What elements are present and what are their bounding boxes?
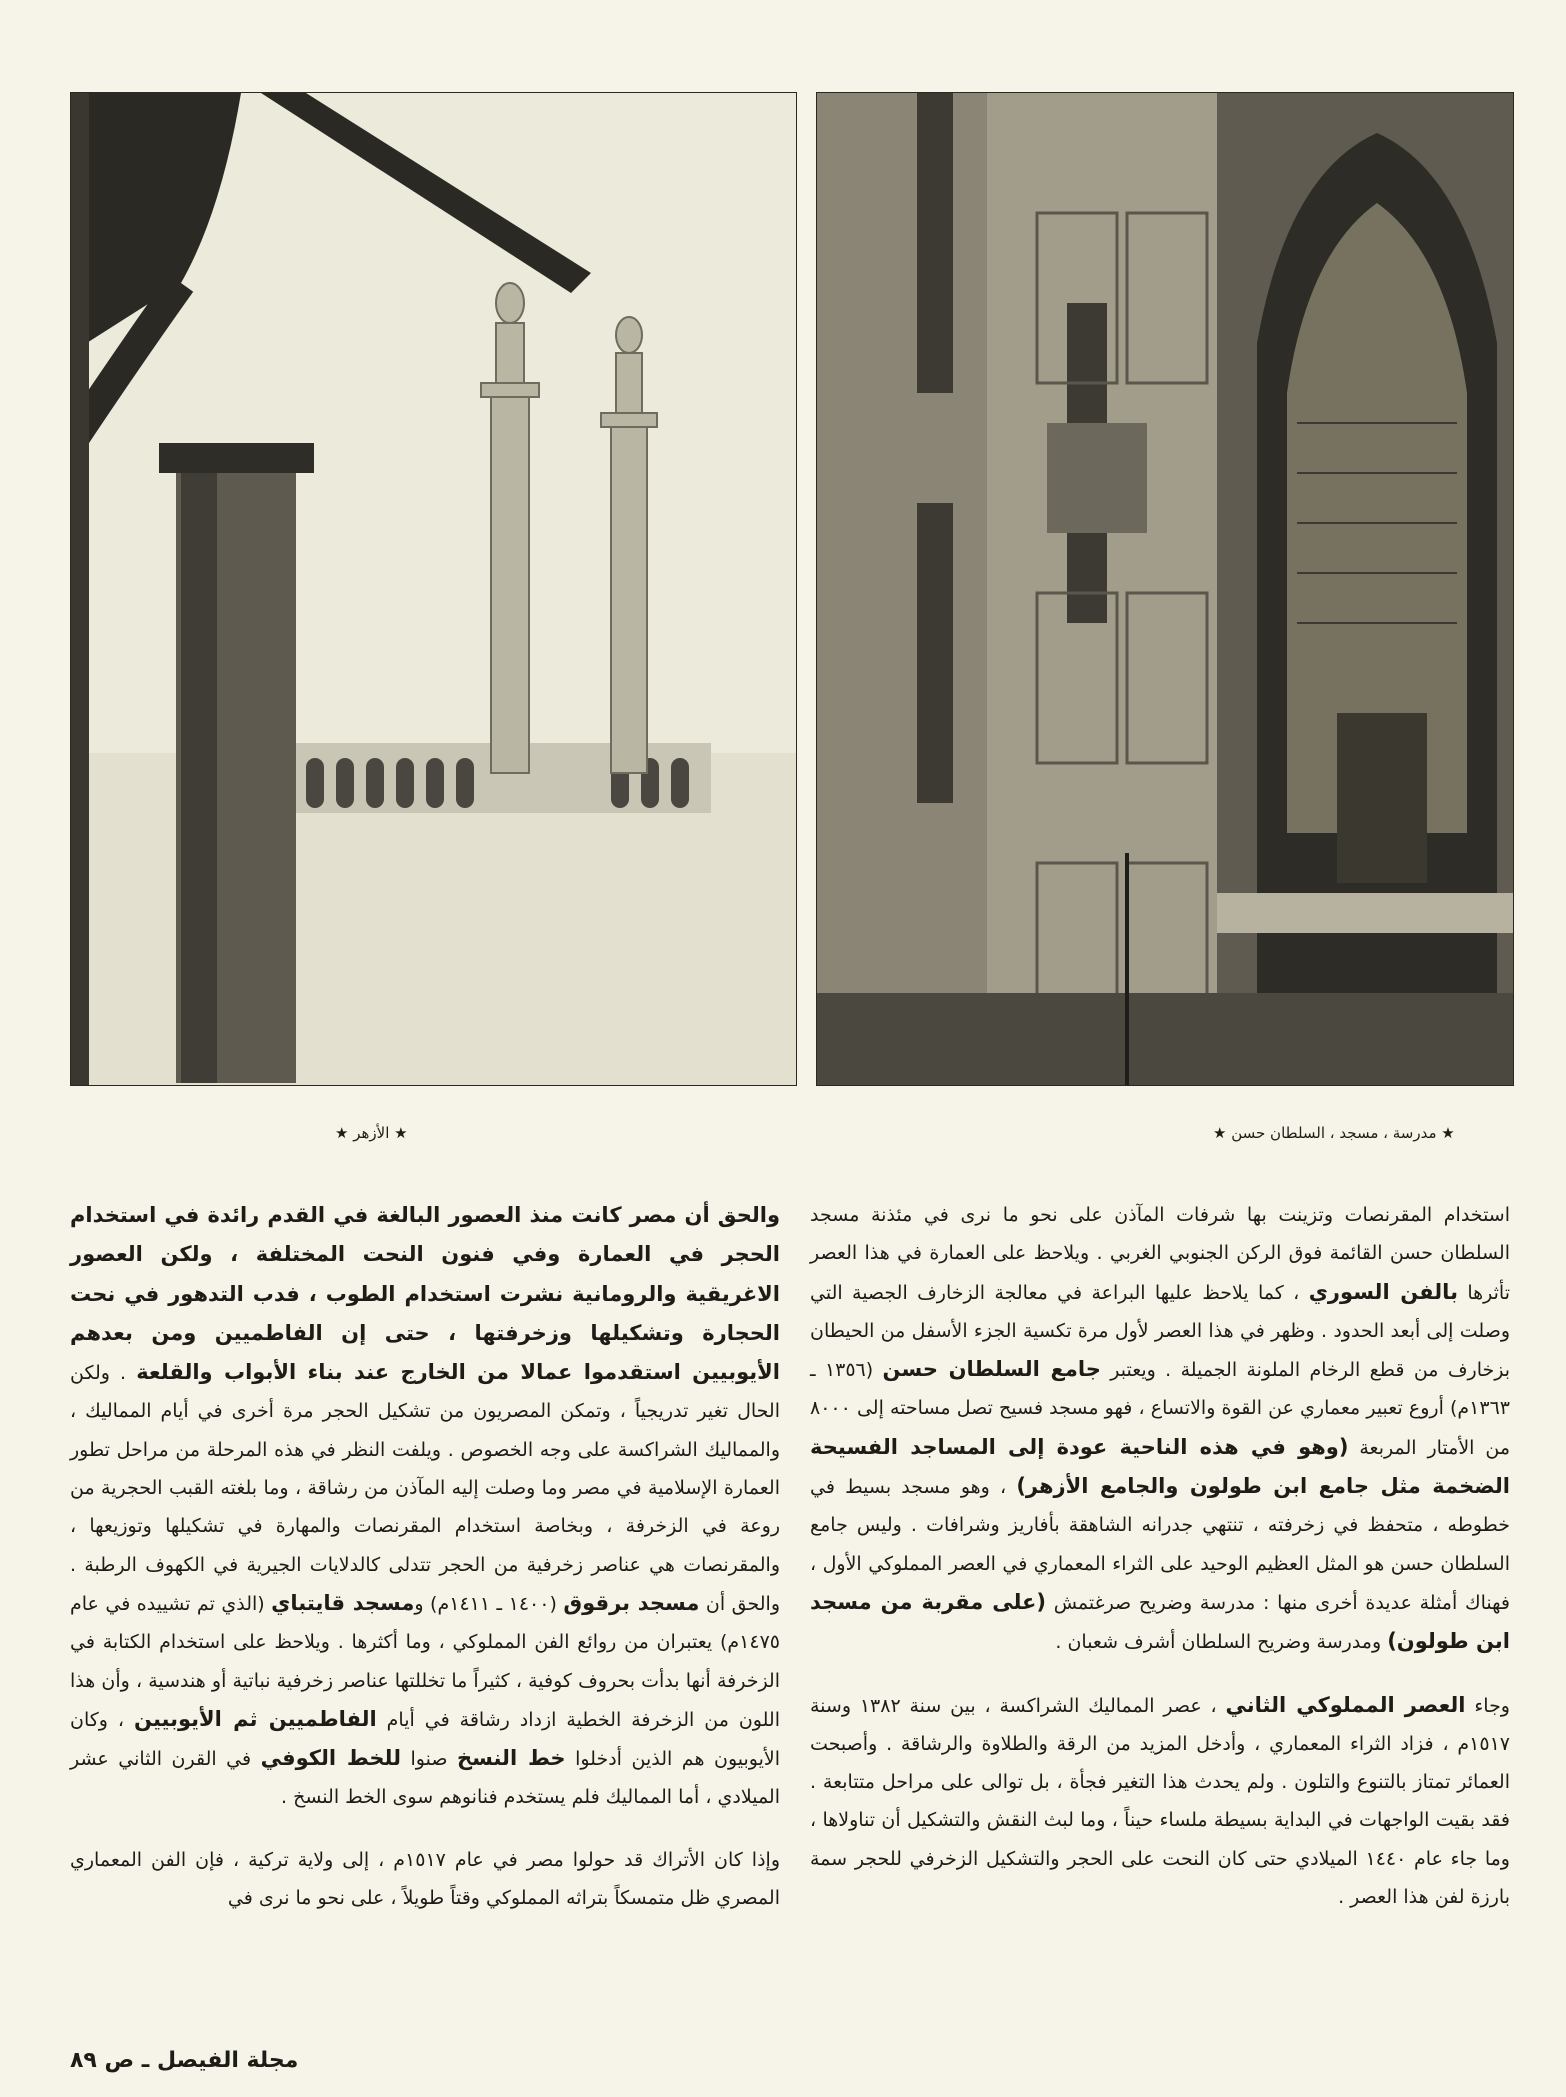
bold-term: (وهو في هذه الناحية عودة إلى المساجد الفسيحة الضخمة مثل جامع ابن طولون والجامع الأزهر) bbox=[810, 1434, 1510, 1499]
text-run: (الذي تم تشييده في عام ١٤٧٥م) يعتبران من روائع الفن المملوكي ، وما أكثرها . ويلاحظ على استخدام الكتابة في الزخرفة أنها بدأت بحروف كوفية ، كثيراً ما تخللتها عناصر زخرفية نباتية أو هندسية ، وأن هذا اللون من الزخرفة الخطية ازداد رشاقة في أيام bbox=[70, 1592, 780, 1731]
sultan-hasan-photo bbox=[816, 92, 1514, 1086]
text-run: ومدرسة وضريح السلطان أشرف شعبان . bbox=[1055, 1631, 1388, 1654]
bold-term: مسجد قايتباي bbox=[271, 1590, 415, 1615]
text-run: . ولكن الحال تغير تدريجياً ، وتمكن المصريون من تشكيل الحجر مرة أخرى في أيام المماليك ، والمماليك الشراكسة على وجه الخصوص . ويلفت النظر في هذه المرحلة من مراحل تطور العمارة الإسلامية في مصر وما وصلت إليه المآذن من رشاقة ، وما بلغته القبب الحجرية من روعة في الزخرفة ، وبخاصة استخدام المقرنصات والمهارة في تشكيلها وتوزيعها ، والمقرنصات هي عناصر زخرفية من الحجر تتدلى كالدلايات الجيرية في الكهوف الرطبة . والحق أن bbox=[70, 1362, 780, 1615]
paragraph bbox=[70, 1196, 780, 1817]
text-run: ، وهو مسجد بسيط في خطوطه ، متحفظ في زخرفته ، تنتهي جدرانه الشاهقة بأفاريز وشرافات . وليس جامع السلطان حسن هو المثل العظيم الوحيد على الثراء المعماري في العصر المملوكي الأول ، فهناك أمثلة عديدة أخرى منها : مدرسة وضريح صرغتمش bbox=[810, 1476, 1510, 1614]
article-column-right bbox=[810, 1196, 1510, 1940]
article-column-left bbox=[70, 1196, 780, 1941]
text-run: ، وكان الأيوبيون هم الذين أدخلوا bbox=[70, 1708, 780, 1771]
text-run: في القرن الثاني عشر الميلادي ، أما المماليك فلم يستخدم فنانوهم سوى الخط النسخ . bbox=[70, 1748, 780, 1809]
paragraph: وإذا كان الأتراك قد حولوا مصر في عام ١٥١٧م ، إلى ولاية تركية ، فإن الفن المعماري المصري ظل متمسكاً بتراثه المملوكي وقتاً طويلاً ، على نحو ما نرى في bbox=[70, 1848, 780, 1910]
bold-term: خط النسخ bbox=[456, 1746, 566, 1771]
caption-left: ★ الأزهر ★ bbox=[335, 1124, 408, 1142]
paragraph bbox=[810, 1196, 1510, 1662]
text-run: وجاء bbox=[1465, 1694, 1510, 1717]
text-run: (١٤٠٠ ـ ١٤١١م) و bbox=[414, 1592, 564, 1615]
bold-term: بالفن السوري bbox=[1308, 1279, 1458, 1304]
bold-term: مسجد برقوق bbox=[563, 1590, 700, 1615]
bold-term: للخط الكوفي bbox=[260, 1746, 401, 1771]
bold-term: جامع السلطان حسن bbox=[882, 1357, 1101, 1382]
text-run: (١٣٥٦ ـ ١٣٦٣م) أروع تعبير معماري عن القوة والاتساع ، فهو مسجد فسيح تصل مساحته إلى ٨٠٠٠ من الأمتار المربعة bbox=[810, 1359, 1510, 1459]
caption-right: ★ مدرسة ، مسجد ، السلطان حسن ★ bbox=[1213, 1124, 1455, 1142]
text-run: صنوا bbox=[400, 1748, 457, 1771]
paragraph bbox=[810, 1686, 1510, 1917]
bold-term: الفاطميين ثم الأيوبيين bbox=[134, 1706, 377, 1731]
page-footer: مجلة الفيصل ـ ص ٨٩ bbox=[70, 2048, 299, 2073]
bold-term: العصر المملوكي الثاني bbox=[1225, 1692, 1466, 1717]
bold-term: (على مقربة من مسجد ابن طولون) bbox=[810, 1589, 1510, 1654]
text-run: ، عصر المماليك الشراكسة ، بين سنة ١٣٨٢ وسنة ١٥١٧م ، فزاد الثراء المعماري ، وأدخل المزيد من الرقة والطلاوة والرشاقة . وأصبحت العمائر تمتاز بالتنوع والتلون . ولم يحدث هذا التغير فجأة ، بل توالى على مراحل متتابعة . فقد بقيت الواجهات في البداية بسيطة ملساء حيناً ، وما لبث النقش والتشكيل أن تناولاها ، وما جاء عام ١٤٤٠ الميلادي حتى كان النحت على الحجر والتشكيل الزخرفي للحجر سمة بارزة لفن هذا العصر . bbox=[810, 1694, 1510, 1909]
al-azhar-photo bbox=[70, 92, 797, 1086]
text-run: استخدام المقرنصات وتزينت بها شرفات المآذن على نحو ما نرى في مئذنة مسجد السلطان حسن القائمة فوق الركن الجنوبي الغربي . ويلاحظ على العمارة في هذا العصر تأثرها bbox=[810, 1204, 1510, 1304]
text-run: ، كما يلاحظ عليها البراعة في معالجة الزخارف الجصية التي وصلت إلى أبعد الحدود . وظهر في هذا العصر لأول مرة تكسية الجزء الأسفل من الحيطان بزخارف من قطع الرخام الملونة الجميلة . ويعتبر bbox=[810, 1281, 1511, 1382]
bold-term: والحق أن مصر كانت منذ العصور البالغة في القدم رائدة في استخدام الحجر في العمارة وفي فنون النحت المختلفة ، ولكن العصور الاغريقية والرومانية نشرت استخدام الطوب ، فدب التدهور في نحت الحجارة وتشكيلها وزخرفتها ، حتى إن الفاطميين ومن بعدهم الأيوبيين استقدموا عمالا من الخارج عند بناء الأبواب والقلعة bbox=[70, 1203, 780, 1385]
